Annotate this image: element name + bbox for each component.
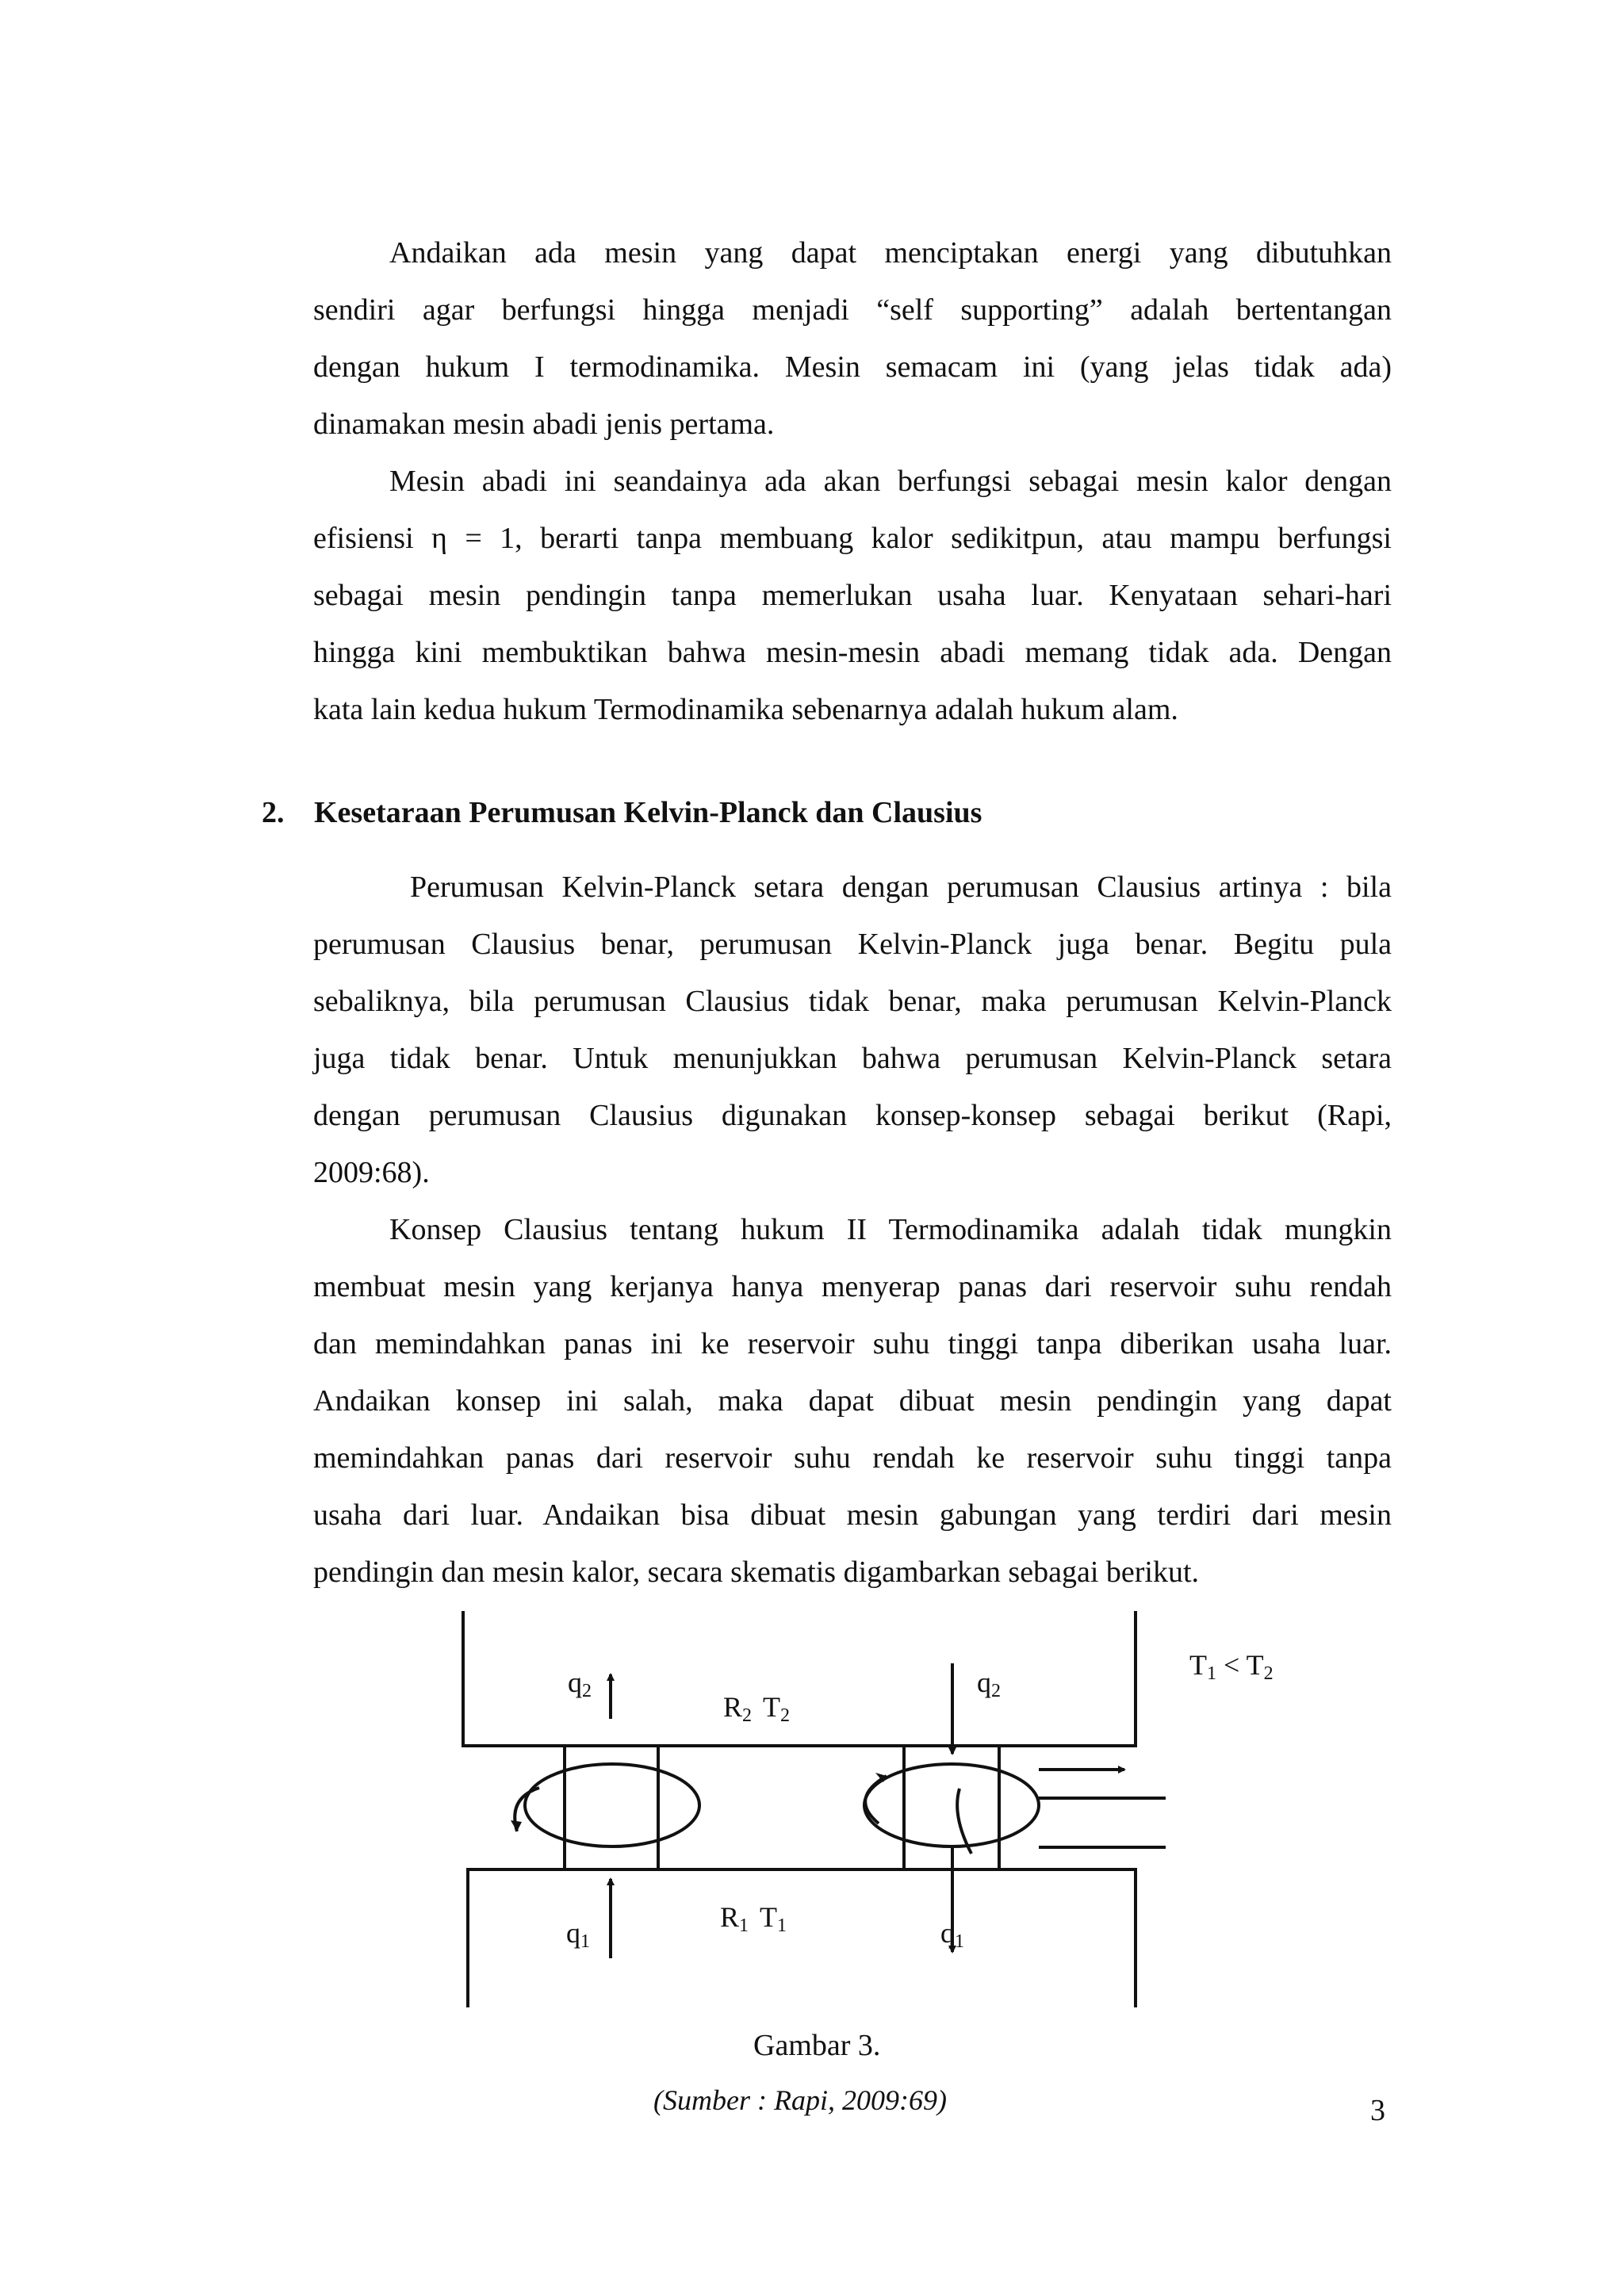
text-line: membuat mesin yang kerjanya hanya menyerap panas dari reservoir suhu rendah [313,1270,1392,1303]
q1-left-label: q1 [566,1917,590,1952]
text-line: hingga kini membuktikan bahwa mesin-mesin abadi memang tidak ada. Dengan [313,636,1392,669]
text-line: kata lain kedua hukum Termodinamika sebenarnya adalah hukum alam. [313,693,1178,726]
refrigerator-ellipse [525,1764,699,1846]
text-line: juga tidak benar. Untuk menunjukkan bahwa perumusan Kelvin-Planck setara [313,1042,1392,1075]
text-line: Konsep Clausius tentang hukum II Termodinamika adalah tidak mungkin [389,1213,1392,1246]
text-line: memindahkan panas dari reservoir suhu rendah ke reservoir suhu tinggi tanpa [313,1441,1392,1475]
text-line: efisiensi η = 1, berarti tanpa membuang kalor sedikitpun, atau mampu berfungsi [313,522,1392,555]
hot-reservoir-label: R2 T2 [723,1691,791,1726]
heat-engine-ellipse [864,1764,1039,1846]
text-line: dan memindahkan panas ini ke reservoir suhu tinggi tanpa diberikan usaha luar. [313,1327,1392,1360]
text-line: Andaikan ada mesin yang dapat menciptakan energi yang dibutuhkan [389,236,1392,270]
text-line: pendingin dan mesin kalor, secara skematis digambarkan sebagai berikut. [313,1556,1200,1589]
text-line: sebagai mesin pendingin tanpa memerlukan usaha luar. Kenyataan sehari-hari [313,579,1392,612]
text-line: dinamakan mesin abadi jenis pertama. [313,408,775,441]
text-line: sebaliknya, bila perumusan Clausius tidak benar, maka perumusan Kelvin-Planck [313,985,1392,1018]
text-line: Mesin abadi ini seandainya ada akan berfungsi sebagai mesin kalor dengan [389,465,1392,498]
text-line: perumusan Clausius benar, perumusan Kelvin-Planck juga benar. Begitu pula [313,928,1392,961]
q2-left-label: q2 [568,1667,592,1701]
hot-reservoir-outline [463,1611,1136,1746]
q2-right-label: q2 [977,1667,1001,1701]
temperature-condition-label: T1 < T2 [1189,1649,1274,1684]
figure-caption: Gambar 3. [753,2029,881,2062]
cold-reservoir-label: R1 T1 [720,1901,787,1936]
section-number: 2. [262,796,285,829]
text-line: Perumusan Kelvin-Planck setara dengan perumusan Clausius artinya : bila [410,871,1392,904]
text-line: Andaikan konsep ini salah, maka dapat dibuat mesin pendingin yang dapat [313,1384,1392,1418]
text-line: usaha dari luar. Andaikan bisa dibuat mesin gabungan yang terdiri dari mesin [313,1498,1392,1532]
section-title: Kesetaraan Perumusan Kelvin-Planck dan Clausius [314,796,982,829]
text-line: sendiri agar berfungsi hingga menjadi “self supporting” adalah bertentangan [313,293,1392,327]
page-number: 3 [1370,2094,1385,2127]
text-line: dengan perumusan Clausius digunakan konsep-konsep sebagai berikut (Rapi, [313,1099,1392,1132]
figure-source: (Sumber : Rapi, 2009:69) [653,2084,947,2116]
text-line: 2009:68). [313,1156,430,1189]
text-line: dengan hukum I termodinamika. Mesin semacam ini (yang jelas tidak ada) [313,350,1392,384]
q1-right-label: q1 [940,1917,964,1952]
